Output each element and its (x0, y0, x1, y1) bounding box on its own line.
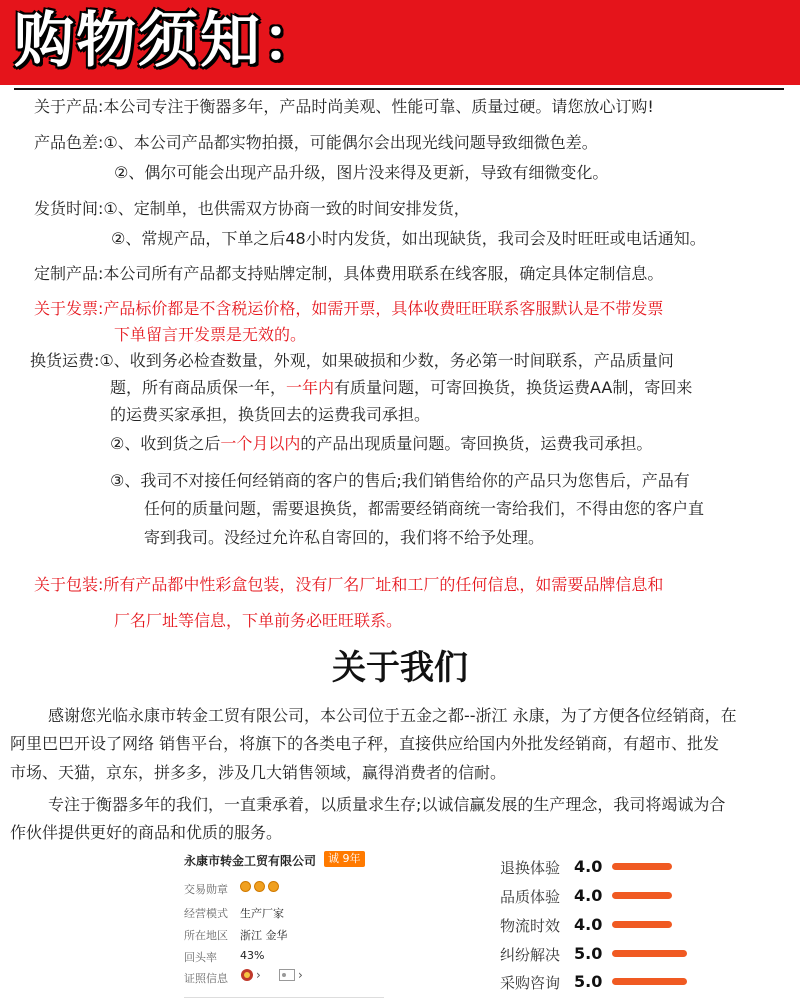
exchange-1-b-highlight: 一年内 (286, 378, 335, 397)
exchange-2 (110, 433, 652, 455)
color-label: 产品色差: (34, 133, 104, 152)
ship-label: 发货时间: (34, 199, 104, 218)
about-p1-line-3: 市场、天猫，京东，拼多多，涉及几大销售领域，赢得消费者的信耐。 (10, 763, 507, 782)
years-badge: 诚 9年 (324, 851, 365, 867)
mode-label: 经营模式 (184, 907, 228, 920)
card-divider (184, 997, 384, 998)
exchange-notice (30, 350, 674, 372)
pack-label: 关于包装: (34, 575, 104, 594)
exchange-1-line-a: ①、收到务必检查数量，外观，如果破损和少数，务必第一时间联系，产品质量问 (99, 351, 674, 370)
chevron-right-icon[interactable]: › (298, 968, 303, 982)
exchange-3-line-b: 任何的质量问题，需要退换货，都需要经销商统一寄给我们，不得由您的客户直 (144, 499, 705, 518)
region-value: 浙江 金华 (240, 929, 288, 942)
pack-line-1: 所有产品都中性彩盒包装，没有厂名厂址和工厂的任何信息，如需要品牌信息和 (103, 575, 664, 594)
product-label: 关于产品: (34, 97, 104, 116)
rating-bar (612, 863, 672, 870)
custom-text: 本公司所有产品都支持贴牌定制，具体费用联系在线客服，确定具体定制信息。 (103, 264, 664, 283)
mode-value: 生产厂家 (240, 907, 284, 920)
certificate-icon[interactable] (279, 969, 295, 981)
rating-bar (612, 978, 687, 985)
rating-bar (612, 892, 672, 899)
color-line-2: ②、偶尔可能会出现产品升级，图片没来得及更新，导致有细微变化。 (114, 163, 609, 182)
ship-line-2: ②、常规产品，下单之后48小时内发货，如出现缺货，我司会及时旺旺或电话通知。 (111, 229, 706, 248)
exchange-label: 换货运费: (30, 351, 100, 370)
invoice-line-1: 产品标价都是不含税运价格，如需开票，具体收费旺旺联系客服默认是不带发票 (103, 299, 664, 318)
color-line-1: ①、本公司产品都实物拍摄，可能偶尔会出现光线问题导致细微色差。 (103, 133, 598, 152)
about-p1-line-1: 感谢您光临永康市转金工贸有限公司，本公司位于五金之都--浙江 永康，为了方便各位经销商，在 (48, 706, 737, 725)
exchange-2-post: 的产品出现质量问题。寄回换货，运费我司承担。 (300, 434, 653, 453)
invoice-line-2: 下单留言开发票是无效的。 (114, 325, 307, 344)
license-icon[interactable] (240, 968, 254, 982)
exchange-1-line-b (110, 377, 692, 399)
cert-label: 证照信息 (184, 972, 228, 985)
rating-value: 5.0 (574, 944, 603, 963)
invoice-label: 关于发票: (34, 299, 104, 318)
ship-notice (34, 198, 470, 220)
banner-divider (14, 88, 784, 90)
exchange-3-line-c: 寄到我司。没经过允许私自寄回的，我们将不给予处理。 (144, 528, 545, 547)
custom-label: 定制产品: (34, 264, 104, 283)
pack-line-2: 厂名厂址等信息，下单前务必旺旺联系。 (114, 611, 403, 630)
rating-value: 4.0 (574, 857, 603, 876)
exchange-1-b-post: 有质量问题，可寄回换货，换货运费AA制，寄回来 (334, 378, 693, 397)
about-p2-line-2: 作伙伴提供更好的商品和优质的服务。 (10, 823, 283, 842)
rating-label: 纠纷解决 (500, 946, 561, 964)
company-name[interactable]: 永康市转金工贸有限公司 (184, 854, 317, 868)
rating-value: 5.0 (574, 972, 603, 991)
color-notice (34, 132, 598, 154)
about-p2-line-1: 专注于衡器多年的我们，一直秉承着，以质量求生存;以诚信赢发展的生产理念，我司将竭诚为合 (48, 795, 726, 814)
rating-label: 品质体验 (500, 888, 561, 906)
exchange-2-pre: ②、收到货之后 (110, 434, 221, 453)
chevron-right-icon[interactable]: › (256, 968, 261, 982)
invoice-notice (34, 298, 663, 320)
about-p1-line-2: 阿里巴巴开设了网络 销售平台，将旗下的各类电子秤，直接供应给国内外批发经销商，有超市、批发 (10, 734, 720, 753)
exchange-1-b-pre: 题，所有商品质保一年， (110, 378, 287, 397)
exchange-1-line-c: 的运费买家承担，换货回去的运费我司承担。 (110, 405, 431, 424)
about-title: 关于我们 (332, 648, 468, 688)
exchange-2-highlight: 一个月以内 (220, 434, 301, 453)
rating-label: 退换体验 (500, 859, 561, 877)
medal-label: 交易勋章 (184, 883, 228, 896)
rating-bar (612, 921, 672, 928)
pack-notice (34, 574, 663, 596)
rating-value: 4.0 (574, 915, 603, 934)
product-notice (34, 96, 654, 118)
custom-notice (34, 263, 663, 285)
product-text: 本公司专注于衡器多年，产品时尚美观、性能可靠、质量过硬。请您放心订购! (103, 97, 654, 116)
repeat-value: 43% (240, 949, 265, 962)
repeat-label: 回头率 (184, 951, 217, 964)
rating-value: 4.0 (574, 886, 603, 905)
ship-line-1: ①、定制单，也供需双方协商一致的时间安排发货， (103, 199, 470, 218)
region-label: 所在地区 (184, 929, 228, 942)
medal-icon (254, 881, 265, 892)
header-banner (0, 0, 800, 85)
medal-icon (240, 881, 251, 892)
rating-label: 物流时效 (500, 917, 561, 935)
medal-icon (268, 881, 279, 892)
rating-label: 采购咨询 (500, 974, 561, 992)
exchange-3-line-a: ③、我司不对接任何经销商的客户的售后;我们销售给你的产品只为您售后，产品有 (110, 471, 690, 490)
banner-title: 购物须知： (14, 6, 324, 76)
rating-bar (612, 950, 687, 957)
